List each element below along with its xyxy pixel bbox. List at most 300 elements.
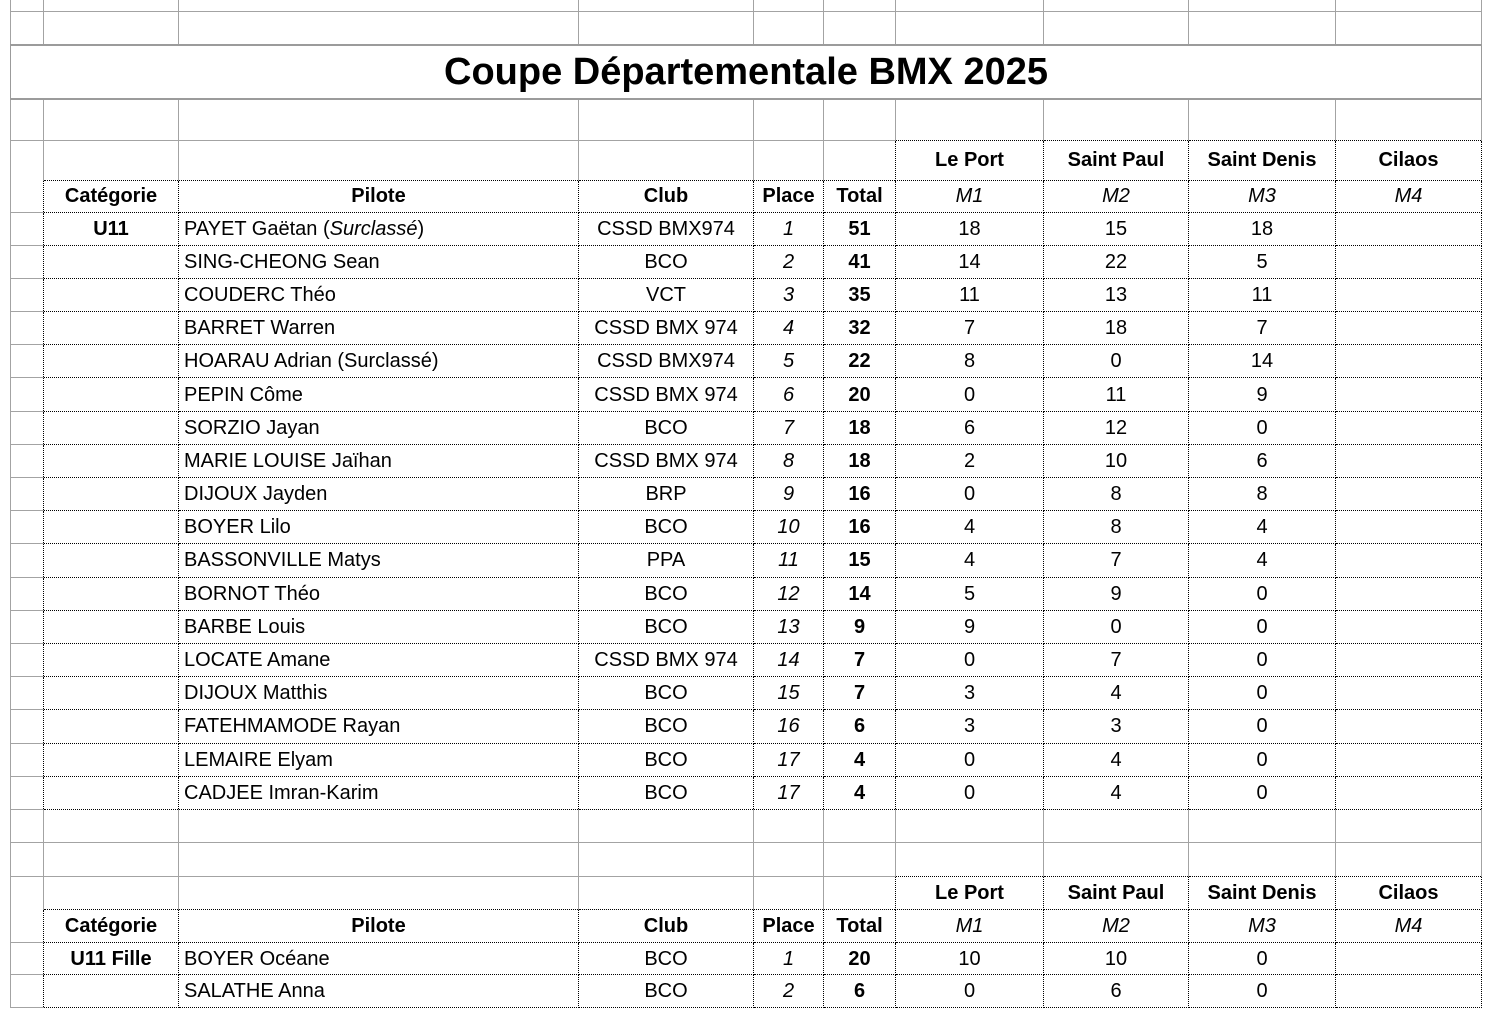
grid-cell — [1189, 1007, 1336, 1022]
pilote-note: Surclassé — [329, 217, 418, 240]
cell-categorie — [44, 776, 179, 809]
cell-m2: 13 — [1044, 278, 1189, 311]
col-header-categorie: Catégorie — [44, 909, 179, 942]
cell-place: 1 — [754, 212, 824, 245]
col-header-m4: M4 — [1336, 180, 1482, 212]
grid-cell — [11, 975, 44, 1008]
cell-place: 3 — [754, 278, 824, 311]
cell-total: 4 — [824, 776, 896, 809]
cell-m1: 11 — [896, 278, 1044, 311]
col-header-pilote: Pilote — [179, 180, 579, 212]
cell-m1: 14 — [896, 245, 1044, 278]
top-grid — [11, 0, 1482, 140]
pilote-name: BORNOT Théo — [184, 582, 320, 605]
cell-m1: 7 — [896, 312, 1044, 345]
grid-cell — [11, 278, 44, 311]
cell-m3: 0 — [1189, 942, 1336, 975]
cell-m3: 14 — [1189, 345, 1336, 378]
grid-cell — [179, 0, 579, 11]
cell-m4 — [1336, 411, 1482, 444]
cell-total: 20 — [824, 942, 896, 975]
cell-m4 — [1336, 975, 1482, 1008]
cell-pilote — [179, 312, 579, 345]
grid-cell — [44, 842, 179, 876]
table-row — [11, 345, 1482, 378]
cell-pilote — [179, 478, 579, 511]
grid-cell — [179, 11, 579, 45]
grid-cell — [1189, 809, 1336, 842]
cell-m4 — [1336, 312, 1482, 345]
cell-m3: 7 — [1189, 312, 1336, 345]
grid-row — [11, 11, 1482, 45]
col-header-m1: M1 — [896, 909, 1044, 942]
grid-cell — [11, 1007, 44, 1022]
bottom-grid — [11, 1007, 1482, 1022]
cell-m3: 0 — [1189, 677, 1336, 710]
grid-cell — [179, 809, 579, 842]
cell-categorie — [44, 743, 179, 776]
grid-cell — [1336, 842, 1482, 876]
grid-cell — [896, 0, 1044, 11]
table-row — [11, 411, 1482, 444]
cell-m2: 11 — [1044, 378, 1189, 411]
cell-m2: 4 — [1044, 776, 1189, 809]
grid-cell — [11, 710, 44, 743]
title-row — [11, 45, 1482, 99]
results-spreadsheet — [10, 0, 1482, 1022]
pilote-name: DIJOUX Jayden — [184, 483, 328, 506]
table-row — [11, 610, 1482, 643]
grid-cell — [754, 140, 824, 180]
cell-total: 16 — [824, 478, 896, 511]
grid-cell — [824, 0, 896, 11]
grid-cell — [11, 643, 44, 676]
grid-cell — [11, 245, 44, 278]
cell-place: 17 — [754, 743, 824, 776]
section-gap — [11, 809, 1482, 876]
cell-club: BCO — [579, 677, 754, 710]
grid-cell — [1189, 842, 1336, 876]
grid-cell — [1336, 1007, 1482, 1022]
cell-club: BCO — [579, 710, 754, 743]
cell-m4 — [1336, 478, 1482, 511]
cell-m4 — [1336, 610, 1482, 643]
grid-cell — [11, 610, 44, 643]
cell-club: BCO — [579, 411, 754, 444]
cell-m2: 9 — [1044, 577, 1189, 610]
cell-place: 16 — [754, 710, 824, 743]
venue-saint-denis: Saint Denis — [1189, 140, 1336, 180]
grid-cell — [1044, 11, 1189, 45]
grid-cell — [896, 11, 1044, 45]
grid-cell — [44, 0, 179, 11]
grid-cell — [11, 0, 44, 11]
cell-m2: 10 — [1044, 444, 1189, 477]
grid-cell — [754, 11, 824, 45]
cell-m4 — [1336, 643, 1482, 676]
cell-m1: 10 — [896, 942, 1044, 975]
cell-m3: 18 — [1189, 212, 1336, 245]
cell-total: 16 — [824, 511, 896, 544]
grid-cell — [44, 11, 179, 45]
grid-cell — [179, 1007, 579, 1022]
cell-categorie — [44, 643, 179, 676]
cell-categorie — [44, 710, 179, 743]
pilote-name: HOARAU Adrian (Surclassé) — [184, 350, 439, 373]
grid-cell — [11, 312, 44, 345]
u11-table-body — [11, 212, 1482, 809]
cell-total: 32 — [824, 312, 896, 345]
cell-categorie: U11 Fille — [44, 942, 179, 975]
pilote-name: DIJOUX Matthis — [184, 682, 328, 705]
cell-categorie — [44, 345, 179, 378]
cell-m4 — [1336, 776, 1482, 809]
grid-cell — [824, 876, 896, 909]
col-header-club: Club — [579, 180, 754, 212]
cell-pilote — [179, 278, 579, 311]
col-header-m3: M3 — [1189, 180, 1336, 212]
venues-row — [11, 140, 1482, 180]
grid-cell — [1044, 1007, 1189, 1022]
cell-categorie — [44, 544, 179, 577]
grid-cell — [11, 345, 44, 378]
cell-place: 15 — [754, 677, 824, 710]
cell-m3: 8 — [1189, 478, 1336, 511]
venues-row — [11, 876, 1482, 909]
venue-cilaos: Cilaos — [1336, 876, 1482, 909]
grid-cell — [579, 809, 754, 842]
pilote-name: SING-CHEONG Sean — [184, 250, 380, 273]
cell-m1: 0 — [896, 378, 1044, 411]
venue-saint-paul: Saint Paul — [1044, 140, 1189, 180]
cell-place: 12 — [754, 577, 824, 610]
cell-m4 — [1336, 378, 1482, 411]
cell-categorie — [44, 610, 179, 643]
pilote-name: LOCATE Amane — [184, 649, 331, 672]
venue-saint-paul: Saint Paul — [1044, 876, 1189, 909]
pilote-name: LEMAIRE Elyam — [184, 748, 333, 771]
cell-club: CSSD BMX974 — [579, 212, 754, 245]
cell-m3: 6 — [1189, 444, 1336, 477]
pilote-name: PAYET Gaëtan ( — [184, 217, 330, 240]
col-header-categorie: Catégorie — [44, 180, 179, 212]
grid-cell — [11, 99, 44, 140]
cell-m1: 0 — [896, 478, 1044, 511]
grid-cell — [1336, 809, 1482, 842]
pilote-name: PEPIN Côme — [184, 383, 303, 406]
cell-total: 4 — [824, 743, 896, 776]
table-row — [11, 212, 1482, 245]
cell-m4 — [1336, 743, 1482, 776]
cell-pilote — [179, 577, 579, 610]
table-row — [11, 511, 1482, 544]
cell-club: CSSD BMX 974 — [579, 643, 754, 676]
cell-m4 — [1336, 677, 1482, 710]
grid-cell — [1044, 99, 1189, 140]
grid-cell — [11, 212, 44, 245]
cell-place: 13 — [754, 610, 824, 643]
column-header-row — [11, 180, 1482, 212]
cell-total: 14 — [824, 577, 896, 610]
cell-m1: 0 — [896, 776, 1044, 809]
col-header-m4: M4 — [1336, 909, 1482, 942]
grid-cell — [11, 677, 44, 710]
column-header-row — [11, 909, 1482, 942]
cell-total: 22 — [824, 345, 896, 378]
cell-m1: 0 — [896, 743, 1044, 776]
cell-categorie — [44, 312, 179, 345]
cell-pilote — [179, 245, 579, 278]
cell-m2: 4 — [1044, 677, 1189, 710]
cell-pilote — [179, 643, 579, 676]
cell-pilote — [179, 743, 579, 776]
pilote-name: SORZIO Jayan — [184, 416, 320, 439]
grid-cell — [579, 99, 754, 140]
cell-m2: 10 — [1044, 942, 1189, 975]
grid-cell — [1044, 0, 1189, 11]
grid-cell — [1189, 11, 1336, 45]
col-header-m2: M2 — [1044, 180, 1189, 212]
cell-place: 1 — [754, 942, 824, 975]
grid-row — [11, 809, 1482, 842]
cell-club: BCO — [579, 610, 754, 643]
grid-cell — [11, 378, 44, 411]
grid-cell — [11, 842, 44, 876]
page-title: Coupe Départementale BMX 2025 — [11, 45, 1482, 99]
cell-categorie — [44, 511, 179, 544]
cell-categorie — [44, 378, 179, 411]
cell-m1: 9 — [896, 610, 1044, 643]
cell-m3: 0 — [1189, 643, 1336, 676]
grid-cell — [11, 11, 44, 45]
cell-pilote — [179, 942, 579, 975]
cell-m3: 0 — [1189, 610, 1336, 643]
cell-total: 18 — [824, 411, 896, 444]
cell-place: 8 — [754, 444, 824, 477]
grid-row — [11, 99, 1482, 140]
grid-cell — [1336, 99, 1482, 140]
pilote-name: MARIE LOUISE Jaïhan — [184, 449, 392, 472]
grid-cell — [44, 876, 179, 909]
col-header-pilote: Pilote — [179, 909, 579, 942]
cell-total: 6 — [824, 975, 896, 1008]
cell-m2: 22 — [1044, 245, 1189, 278]
pilote-name: SALATHE Anna — [184, 980, 325, 1003]
grid-cell — [896, 99, 1044, 140]
cell-m4 — [1336, 345, 1482, 378]
cell-m3: 5 — [1189, 245, 1336, 278]
grid-cell — [754, 0, 824, 11]
col-header-m1: M1 — [896, 180, 1044, 212]
pilote-name: BARBE Louis — [184, 615, 306, 638]
cell-total: 7 — [824, 643, 896, 676]
cell-m4 — [1336, 710, 1482, 743]
pilote-name: COUDERC Théo — [184, 283, 336, 306]
cell-m3: 9 — [1189, 378, 1336, 411]
cell-m4 — [1336, 577, 1482, 610]
col-header-total: Total — [824, 180, 896, 212]
cell-club: BCO — [579, 511, 754, 544]
cell-m2: 0 — [1044, 610, 1189, 643]
cell-m1: 4 — [896, 511, 1044, 544]
cell-place: 10 — [754, 511, 824, 544]
cell-m4 — [1336, 511, 1482, 544]
col-header-total: Total — [824, 909, 896, 942]
table-row — [11, 643, 1482, 676]
grid-cell — [824, 1007, 896, 1022]
grid-cell — [754, 842, 824, 876]
pilote-note-close: ) — [417, 217, 425, 240]
grid-cell — [754, 809, 824, 842]
cell-total: 15 — [824, 544, 896, 577]
cell-m2: 3 — [1044, 710, 1189, 743]
table-row — [11, 975, 1482, 1008]
grid-row — [11, 0, 1482, 11]
cell-m2: 4 — [1044, 743, 1189, 776]
cell-club: BCO — [579, 577, 754, 610]
cell-m2: 8 — [1044, 478, 1189, 511]
grid-cell — [579, 876, 754, 909]
cell-pilote — [179, 544, 579, 577]
grid-cell — [824, 809, 896, 842]
cell-m3: 0 — [1189, 710, 1336, 743]
u11-fille-table-body — [11, 942, 1482, 1007]
cell-m3: 0 — [1189, 411, 1336, 444]
grid-cell — [1189, 0, 1336, 11]
cell-club: BCO — [579, 942, 754, 975]
grid-cell — [44, 99, 179, 140]
cell-club: BCO — [579, 776, 754, 809]
cell-m2: 8 — [1044, 511, 1189, 544]
cell-place: 6 — [754, 378, 824, 411]
cell-total: 7 — [824, 677, 896, 710]
cell-m3: 4 — [1189, 511, 1336, 544]
cell-place: 17 — [754, 776, 824, 809]
grid-cell — [1189, 99, 1336, 140]
grid-cell — [579, 842, 754, 876]
grid-cell — [11, 776, 44, 809]
cell-m1: 6 — [896, 411, 1044, 444]
cell-pilote — [179, 444, 579, 477]
cell-pilote — [179, 511, 579, 544]
grid-cell — [896, 809, 1044, 842]
grid-cell — [11, 876, 44, 942]
cell-m3: 0 — [1189, 577, 1336, 610]
cell-total: 51 — [824, 212, 896, 245]
cell-club: CSSD BMX974 — [579, 345, 754, 378]
cell-m4 — [1336, 544, 1482, 577]
cell-total: 35 — [824, 278, 896, 311]
cell-total: 9 — [824, 610, 896, 643]
grid-cell — [1336, 11, 1482, 45]
grid-cell — [11, 444, 44, 477]
grid-cell — [44, 809, 179, 842]
cell-m2: 7 — [1044, 643, 1189, 676]
cell-m1: 18 — [896, 212, 1044, 245]
grid-cell — [1044, 842, 1189, 876]
grid-cell — [824, 140, 896, 180]
cell-m3: 0 — [1189, 975, 1336, 1008]
cell-m1: 5 — [896, 577, 1044, 610]
cell-pilote — [179, 677, 579, 710]
cell-m1: 3 — [896, 710, 1044, 743]
grid-cell — [11, 511, 44, 544]
grid-cell — [824, 99, 896, 140]
grid-row — [11, 1007, 1482, 1022]
grid-cell — [179, 842, 579, 876]
cell-m2: 7 — [1044, 544, 1189, 577]
col-header-place: Place — [754, 909, 824, 942]
grid-cell — [44, 140, 179, 180]
cell-m4 — [1336, 942, 1482, 975]
cell-place: 2 — [754, 245, 824, 278]
cell-m1: 8 — [896, 345, 1044, 378]
grid-cell — [11, 577, 44, 610]
table-row — [11, 378, 1482, 411]
venue-saint-denis: Saint Denis — [1189, 876, 1336, 909]
cell-place: 14 — [754, 643, 824, 676]
venue-le-port: Le Port — [896, 876, 1044, 909]
pilote-name: BASSONVILLE Matys — [184, 549, 381, 572]
grid-cell — [824, 842, 896, 876]
grid-cell — [11, 809, 44, 842]
cell-club: CSSD BMX 974 — [579, 444, 754, 477]
cell-club: PPA — [579, 544, 754, 577]
grid-row — [11, 842, 1482, 876]
cell-m2: 12 — [1044, 411, 1189, 444]
cell-place: 4 — [754, 312, 824, 345]
cell-club: BRP — [579, 478, 754, 511]
col-header-m3: M3 — [1189, 909, 1336, 942]
cell-m2: 0 — [1044, 345, 1189, 378]
pilote-name: CADJEE Imran-Karim — [184, 781, 379, 804]
cell-categorie — [44, 478, 179, 511]
cell-place: 7 — [754, 411, 824, 444]
grid-cell — [179, 140, 579, 180]
cell-categorie — [44, 245, 179, 278]
grid-cell — [896, 1007, 1044, 1022]
cell-m1: 0 — [896, 975, 1044, 1008]
grid-cell — [579, 0, 754, 11]
grid-cell — [579, 1007, 754, 1022]
cell-m1: 3 — [896, 677, 1044, 710]
cell-total: 20 — [824, 378, 896, 411]
cell-club: BCO — [579, 975, 754, 1008]
table-row — [11, 677, 1482, 710]
grid-cell — [579, 140, 754, 180]
grid-cell — [579, 11, 754, 45]
u11-header — [11, 140, 1482, 212]
grid-cell — [44, 1007, 179, 1022]
cell-total: 6 — [824, 710, 896, 743]
cell-total: 41 — [824, 245, 896, 278]
cell-categorie — [44, 278, 179, 311]
table-row — [11, 544, 1482, 577]
grid-cell — [11, 942, 44, 975]
cell-m2: 6 — [1044, 975, 1189, 1008]
cell-m4 — [1336, 245, 1482, 278]
cell-club: VCT — [579, 278, 754, 311]
table-row — [11, 278, 1482, 311]
cell-pilote — [179, 345, 579, 378]
cell-pilote — [179, 975, 579, 1008]
grid-cell — [179, 99, 579, 140]
pilote-name: BARRET Warren — [184, 317, 336, 340]
cell-pilote — [179, 212, 579, 245]
grid-cell — [179, 876, 579, 909]
cell-pilote — [179, 776, 579, 809]
grid-cell — [11, 478, 44, 511]
